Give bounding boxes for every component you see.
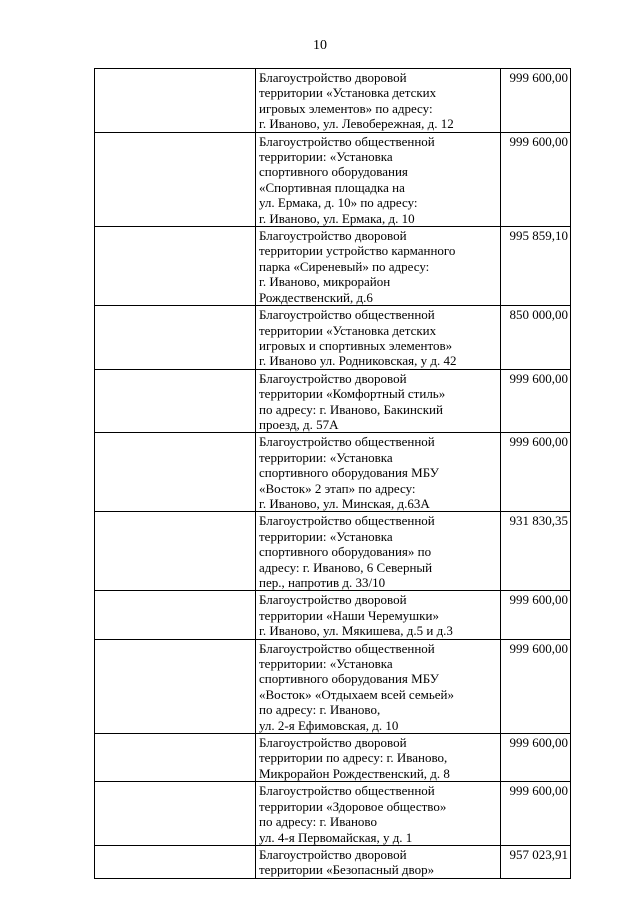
table-row	[95, 369, 571, 433]
amount-cell: 957 023,91	[501, 845, 571, 878]
table-row	[95, 69, 571, 133]
table-row	[95, 132, 571, 226]
amount-cell: 999 600,00	[501, 433, 571, 512]
description-line: Благоустройство дворовой	[259, 228, 407, 244]
empty-cell	[95, 782, 256, 846]
table-row	[95, 227, 571, 306]
amount-cell: 931 830,35	[501, 512, 571, 591]
description-line: Благоустройство дворовой	[259, 592, 407, 608]
description-line: Благоустройство общественной	[259, 133, 435, 149]
description-line: «Восток» 2 этап» по адресу:	[259, 480, 416, 496]
amount-cell: 999 600,00	[501, 639, 571, 733]
description-line: Благоустройство общественной	[259, 513, 435, 529]
description-line: спортивного оборудования» по	[259, 544, 432, 560]
empty-cell	[95, 306, 256, 370]
description-line: территории «Здоровое общество»	[259, 798, 447, 814]
description-line: г. Иваново, ул. Минская, д.63А	[259, 495, 430, 511]
description-line: спортивного оборудования МБУ	[259, 465, 439, 481]
description-line: ул. 2-я Ефимовская, д. 10	[259, 717, 399, 733]
description-line: игровых и спортивных элементов»	[259, 337, 453, 353]
table-row	[95, 433, 571, 512]
description-line: территории «Установка детских	[259, 85, 437, 101]
description-line: Благоустройство общественной	[259, 434, 435, 450]
empty-cell	[95, 69, 256, 133]
page-number: 10	[313, 38, 327, 53]
description-line: по адресу: г. Иваново	[259, 814, 377, 830]
description-line: территории: «Установка	[259, 528, 393, 544]
table-row	[95, 306, 571, 370]
description-line: «Восток» «Отдыхаем всей семьей»	[259, 686, 454, 702]
description-line: территории «Комфортный стиль»	[259, 386, 446, 402]
table-row	[95, 639, 571, 733]
description-line: спортивного оборудования МБУ	[259, 671, 439, 687]
description-line: г. Иваново, ул. Левобережная, д. 12	[259, 116, 454, 132]
amount-cell: 999 600,00	[501, 369, 571, 433]
amount-cell: 999 600,00	[501, 69, 571, 133]
description-line: г. Иваново ул. Родниковская, у д. 42	[259, 353, 457, 369]
description-line: Благоустройство общественной	[259, 640, 435, 656]
table-row	[95, 512, 571, 591]
table-row	[95, 591, 571, 639]
description-line: территории: «Установка	[259, 449, 393, 465]
empty-cell	[95, 639, 256, 733]
empty-cell	[95, 227, 256, 306]
description-line: Благоустройство дворовой	[259, 846, 407, 862]
description-line: территории «Наши Черемушки»	[259, 607, 439, 623]
description-cell	[256, 639, 501, 733]
amount-cell: 999 600,00	[501, 591, 571, 639]
description-line: «Спортивная площадка на	[259, 179, 405, 195]
description-cell	[256, 433, 501, 512]
description-line: по адресу: г. Иваново,	[259, 702, 381, 718]
description-cell	[256, 227, 501, 306]
description-cell	[256, 512, 501, 591]
description-line: игровых элементов» по адресу:	[259, 100, 433, 116]
description-line: Благоустройство общественной	[259, 783, 435, 799]
empty-cell	[95, 591, 256, 639]
description-line: парка «Сиреневый» по адресу:	[259, 258, 430, 274]
description-line: проезд, д. 57А	[259, 416, 339, 432]
description-line: Благоустройство дворовой	[259, 735, 407, 751]
amount-cell: 995 859,10	[501, 227, 571, 306]
empty-cell	[95, 845, 256, 878]
description-line: территории: «Установка	[259, 149, 393, 165]
description-line: г. Иваново, ул. Ермака, д. 10	[259, 210, 415, 226]
description-line: пер., напротив д. 33/10	[259, 575, 386, 590]
table-row	[95, 845, 571, 878]
description-line: Микрорайон Рождественский, д. 8	[259, 765, 450, 781]
empty-cell	[95, 433, 256, 512]
table-row	[95, 782, 571, 846]
description-line: г. Иваново, микрорайон	[259, 274, 391, 290]
amount-cell: 999 600,00	[501, 132, 571, 226]
description-cell	[256, 306, 501, 370]
description-line: территории по адресу: г. Иваново,	[259, 750, 448, 766]
description-line: спортивного оборудования	[259, 164, 408, 180]
description-line: ул. 4-я Первомайская, у д. 1	[259, 829, 413, 845]
amount-cell: 999 600,00	[501, 782, 571, 846]
description-line: территории «Безопасный двор»	[259, 862, 435, 878]
description-cell	[256, 782, 501, 846]
description-line: г. Иваново, ул. Мякишева, д.5 и д.3	[259, 623, 453, 639]
empty-cell	[95, 132, 256, 226]
description-line: по адресу: г. Иваново, Бакинский	[259, 401, 443, 417]
amount-cell: 850 000,00	[501, 306, 571, 370]
description-line: территории устройство карманного	[259, 243, 456, 259]
table-row	[95, 734, 571, 782]
description-cell	[256, 845, 501, 878]
description-cell	[256, 591, 501, 639]
description-line: Благоустройство дворовой	[259, 370, 407, 386]
description-line: адресу: г. Иваново, 6 Северный	[259, 559, 433, 575]
description-line: Рождественский, д.6	[259, 289, 373, 305]
description-cell	[256, 69, 501, 133]
description-cell	[256, 734, 501, 782]
description-line: Благоустройство общественной	[259, 307, 435, 323]
empty-cell	[95, 512, 256, 591]
description-line: территории «Установка детских	[259, 322, 437, 338]
description-cell	[256, 369, 501, 433]
description-line: Благоустройство дворовой	[259, 70, 407, 85]
empty-cell	[95, 734, 256, 782]
description-cell	[256, 132, 501, 226]
projects-table	[94, 68, 571, 879]
description-line: территории: «Установка	[259, 656, 393, 672]
amount-cell: 999 600,00	[501, 734, 571, 782]
empty-cell	[95, 369, 256, 433]
description-line: ул. Ермака, д. 10» по адресу:	[259, 195, 418, 211]
